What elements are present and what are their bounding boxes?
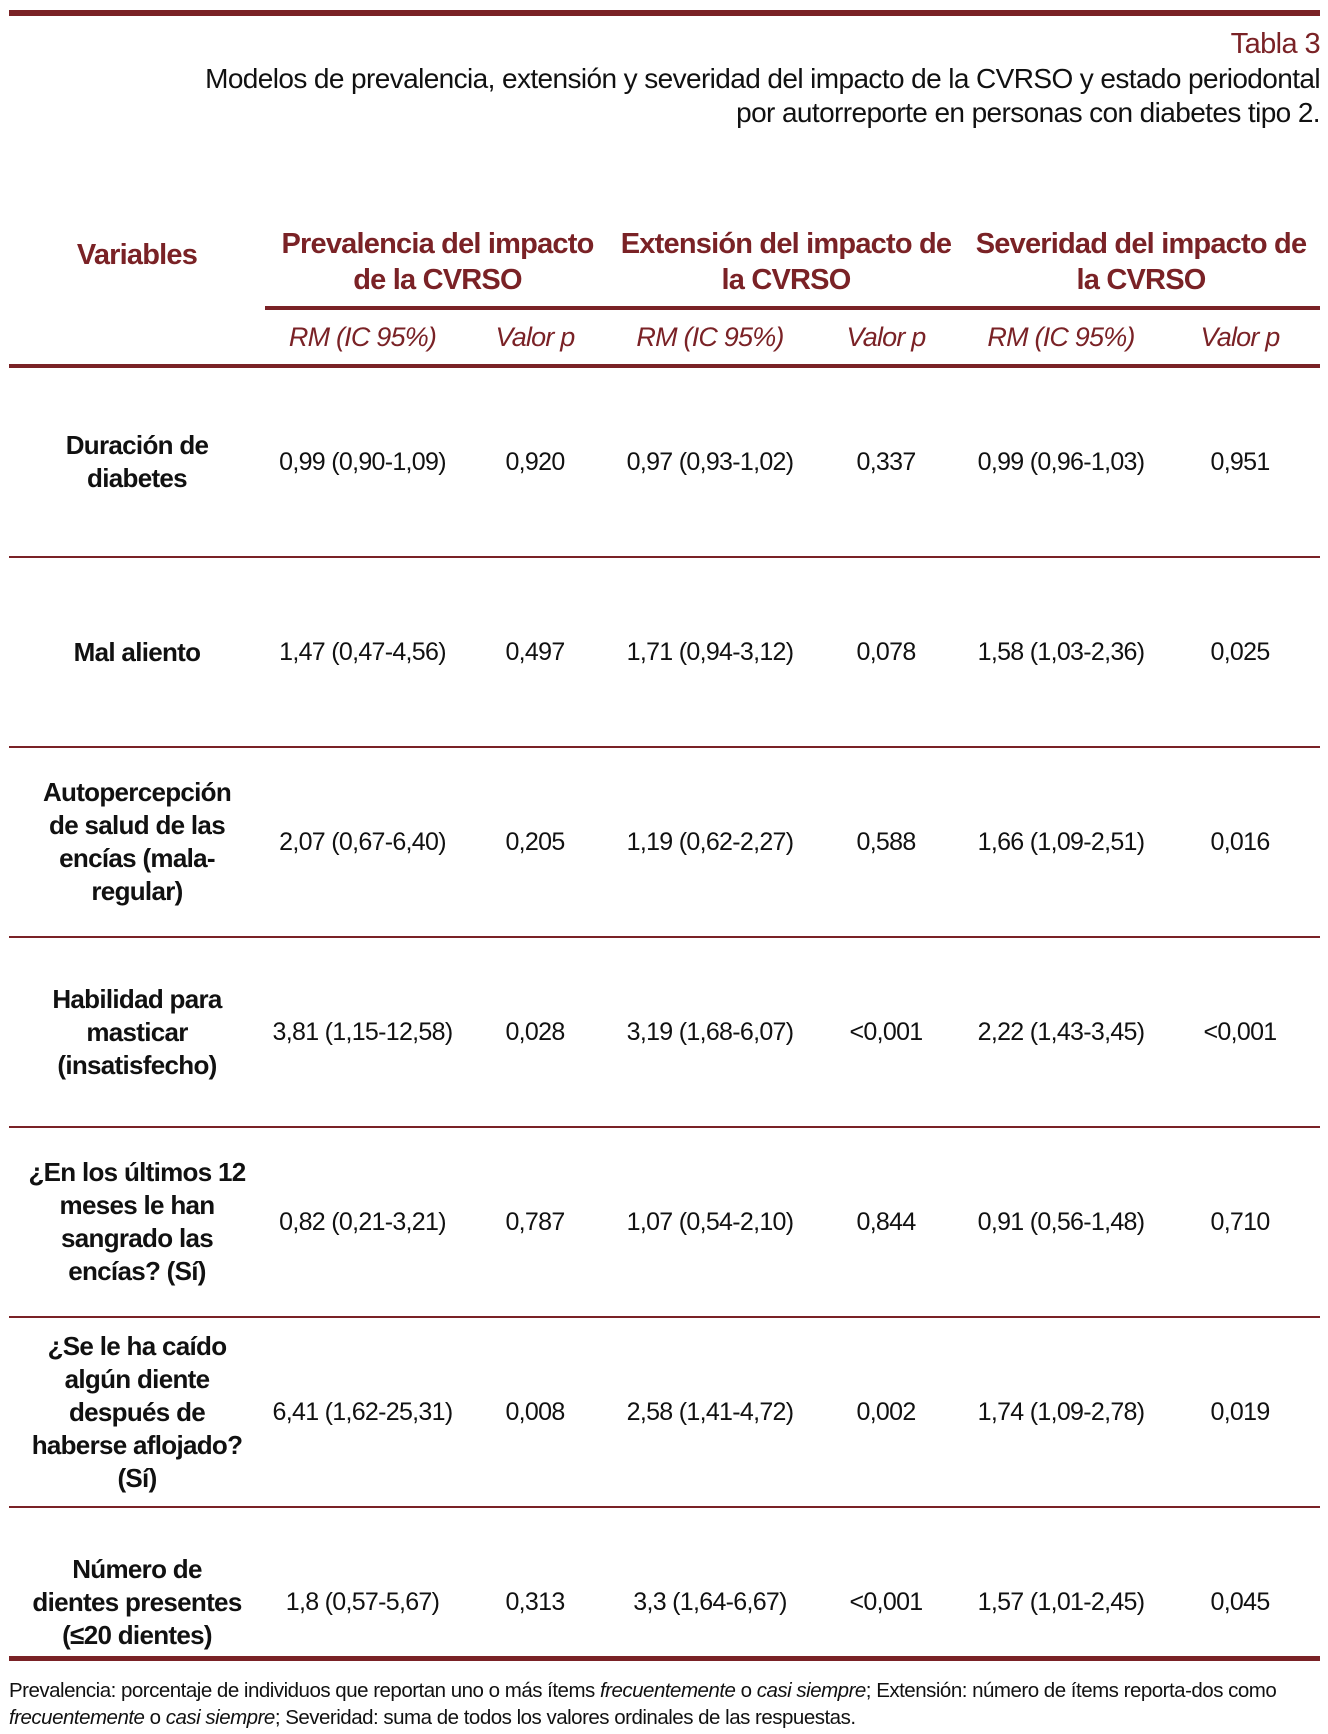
cell-rm-ic: 1,19 (0,62-2,27) [610, 747, 810, 937]
table-row [9, 1507, 1320, 1696]
cell-rm-ic: 3,19 (1,68-6,07) [610, 937, 810, 1127]
cell-p-value: <0,001 [810, 937, 962, 1127]
table-title-line-2: por autorreporte en personas con diabetes tipo 2. [736, 97, 1320, 128]
cell-rm-ic: 0,97 (0,93-1,02) [610, 366, 810, 557]
table-row [9, 557, 1320, 747]
header-rm: RM (IC 95%) [265, 308, 460, 366]
header-variables: Variables [76, 239, 198, 271]
header-p: Valor p [460, 308, 610, 366]
row-variable: Habilidad para masticar (insatisfecho) [9, 937, 265, 1127]
cell-p-value: <0,001 [1160, 937, 1320, 1127]
cell-p-value: 0,844 [810, 1127, 962, 1317]
cell-p-value: 0,920 [460, 366, 610, 557]
footnote-italic: casi siempre [756, 1679, 866, 1702]
cell-rm-ic: 1,74 (1,09-2,78) [962, 1317, 1160, 1507]
cell-p-value: 0,025 [1160, 557, 1320, 747]
top-rule [9, 10, 1320, 16]
cell-p-value: 0,019 [1160, 1317, 1320, 1507]
footnote-italic: casi siempre [165, 1706, 275, 1729]
footnote-italic: frecuentemente [9, 1706, 145, 1729]
cell-rm-ic: 0,82 (0,21-3,21) [265, 1127, 460, 1317]
table-row [9, 747, 1320, 937]
table-body [9, 366, 1320, 1696]
cell-p-value: 0,045 [1210, 1587, 1270, 1616]
cell-rm-ic: 1,8 (0,57-5,67) [285, 1587, 440, 1616]
table-row [9, 1317, 1320, 1507]
cell-rm-ic: 2,22 (1,43-3,45) [962, 937, 1160, 1127]
cell-p-value: 0,497 [460, 557, 610, 747]
footnote-text: o [735, 1679, 757, 1702]
bottom-rule [9, 1656, 1320, 1661]
cell-rm-ic: 1,57 (1,01-2,45) [977, 1587, 1145, 1616]
header-p: Valor p [810, 308, 962, 366]
cell-rm-ic: 0,99 (0,90-1,09) [265, 366, 460, 557]
row-variable: Duración de diabetes [9, 366, 265, 557]
cell-p-value: <0,001 [849, 1587, 923, 1616]
header-p: Valor p [1160, 308, 1320, 366]
cell-rm-ic: 1,07 (0,54-2,10) [610, 1127, 810, 1317]
cell-rm-ic: 3,81 (1,15-12,58) [265, 937, 460, 1127]
cell-rm-ic: 1,66 (1,09-2,51) [962, 747, 1160, 937]
row-variable: Mal aliento [9, 557, 265, 747]
row-variable: ¿En los últimos 12 meses le han sangrado las encías? (Sí) [9, 1127, 265, 1317]
table-title-line-1: Modelos de prevalencia, extensión y severidad del impacto de la CVRSO y estado periodontal [205, 63, 1320, 94]
row-variable: ¿Se le ha caído algún diente después de haberse aflojado? (Sí) [9, 1317, 265, 1507]
footnote-italic: frecuentemente [599, 1679, 736, 1702]
footnote-text: ; Extensión: número de ítems reporta-dos como [865, 1679, 1277, 1702]
footnote [9, 1677, 1320, 1731]
table-row [9, 1127, 1320, 1317]
cell-p-value: 0,313 [505, 1587, 565, 1616]
cell-p-value: 0,710 [1160, 1127, 1320, 1317]
cell-rm-ic: 3,3 (1,64-6,67) [633, 1587, 787, 1616]
results-table [9, 180, 1320, 1696]
row-variable: Número de dientes presentes (≤20 dientes) [32, 1553, 242, 1650]
cell-rm-ic: 1,58 (1,03-2,36) [962, 557, 1160, 747]
cell-p-value: 0,787 [460, 1127, 610, 1317]
header-group-extension: Extensión del impacto de la CVRSO [610, 180, 962, 308]
cell-p-value: 0,337 [810, 366, 962, 557]
table-label: Tabla 3 [1230, 28, 1320, 60]
cell-p-value: 0,078 [810, 557, 962, 747]
cell-p-value: 0,951 [1160, 366, 1320, 557]
cell-rm-ic: 0,99 (0,96-1,03) [962, 366, 1160, 557]
cell-rm-ic: 2,58 (1,41-4,72) [610, 1317, 810, 1507]
header-group-severidad: Severidad del impacto de la CVRSO [962, 180, 1320, 308]
cell-p-value: 0,002 [810, 1317, 962, 1507]
table-row [9, 366, 1320, 557]
cell-p-value: 0,016 [1160, 747, 1320, 937]
cell-rm-ic: 1,71 (0,94-3,12) [610, 557, 810, 747]
footnote-text: ; Severidad: suma de todos los valores ordinales de las respuestas. [274, 1706, 856, 1729]
cell-rm-ic: 1,47 (0,47-4,56) [265, 557, 460, 747]
footnote-text: o [144, 1706, 166, 1729]
table-row [9, 937, 1320, 1127]
table-title [70, 62, 1320, 130]
cell-p-value: 0,588 [810, 747, 962, 937]
row-variable: Autopercepción de salud de las encías (mala-regular) [9, 747, 265, 937]
header-group-prevalencia: Prevalencia del impacto de la CVRSO [265, 180, 610, 308]
cell-rm-ic: 0,91 (0,56-1,48) [962, 1127, 1160, 1317]
header-empty [9, 308, 265, 366]
header-rm: RM (IC 95%) [962, 308, 1160, 366]
cell-p-value: 0,008 [460, 1317, 610, 1507]
header-rm: RM (IC 95%) [610, 308, 810, 366]
footnote-text: Prevalencia: porcentaje de individuos que reportan uno o más ítems [9, 1679, 600, 1702]
cell-rm-ic: 2,07 (0,67-6,40) [265, 747, 460, 937]
cell-rm-ic: 6,41 (1,62-25,31) [265, 1317, 460, 1507]
cell-p-value: 0,028 [460, 937, 610, 1127]
cell-p-value: 0,205 [460, 747, 610, 937]
